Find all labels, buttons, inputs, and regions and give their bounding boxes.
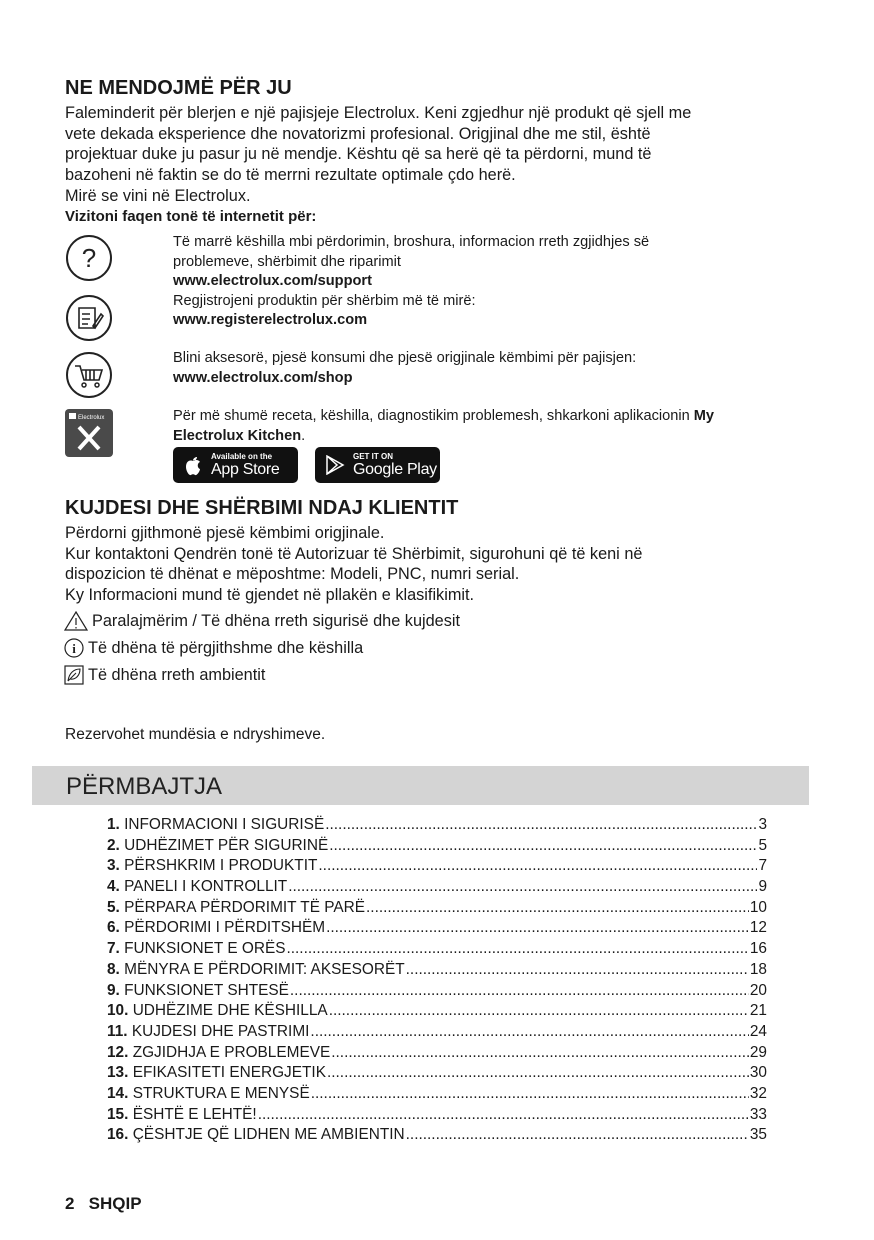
footer-language: SHQIP [88, 1194, 142, 1213]
toc-label: ÇËSHTJE QË LIDHEN ME AMBIENTIN [132, 1126, 405, 1144]
toc-leader [325, 816, 757, 834]
care-title: KUJDESI DHE SHËRBIMI NDAJ KLIENTIT [65, 497, 459, 519]
reserved-note: Rezervohet mundësia e ndryshimeve. [65, 726, 326, 743]
toc-leader [258, 1106, 749, 1124]
badge-small-text: GET IT ON [353, 452, 393, 461]
toc-item[interactable] [107, 1023, 767, 1044]
care-text [65, 523, 642, 606]
toc-label: UDHËZIME DHE KËSHILLA [132, 1002, 328, 1020]
intro-line: projektuar duke ju pasur ju në mendje. Kështu që sa herë që ta përdorni, mund të [65, 145, 652, 164]
toc-item[interactable] [107, 857, 767, 878]
info-icon [64, 638, 84, 658]
toc-item[interactable] [107, 919, 767, 940]
page-number: 2 [65, 1194, 75, 1213]
toc-item[interactable] [107, 1064, 767, 1085]
toc-page: 32 [749, 1084, 767, 1102]
care-line: Kur kontaktoni Qendrën tonë të Autorizuar të Shërbimit, sigurohuni që të keni në [65, 544, 643, 563]
toc-leader [406, 961, 749, 979]
shop-block [173, 349, 813, 388]
cart-icon [65, 351, 113, 399]
logo-text: Electrolux [78, 415, 105, 421]
apple-icon [183, 454, 203, 476]
toc-label: PËRSHKRIM I PRODUKTIT [124, 857, 318, 875]
toc-leader [318, 857, 757, 875]
toc-number: 13. [107, 1064, 129, 1082]
toc-leader [329, 1002, 749, 1020]
toc-leader [366, 899, 749, 917]
toc-page: 24 [749, 1022, 767, 1040]
intro-line: Faleminderit për blerjen e një pajisjeje Electrolux. Keni zgjedhur një produkt që sjell me [65, 104, 692, 122]
toc-number: 2. [107, 836, 120, 854]
toc-number: 6. [107, 919, 120, 937]
play-icon [325, 455, 345, 475]
toc-number: 8. [107, 960, 120, 978]
register-link[interactable]: www.registerelectrolux.com [173, 312, 368, 329]
toc-page: 21 [749, 1002, 767, 1020]
leaf-icon [64, 665, 84, 685]
shop-text: Blini aksesorë, pjesë konsumi dhe pjesë origjinale këmbimi për pajisjen: [173, 350, 637, 366]
toc-item[interactable] [107, 1002, 767, 1023]
care-line: Ky Informacioni mund të gjendet në pllakën e klasifikimit. [65, 586, 475, 605]
toc-number: 1. [107, 816, 120, 833]
toc-label: PËRDORIMI I PËRDITSHËM [124, 919, 326, 937]
toc-label: INFORMACIONI I SIGURISË [124, 816, 325, 833]
toc-item[interactable] [107, 1085, 767, 1106]
toc-leader [327, 1064, 749, 1082]
support-link[interactable]: www.electrolux.com/support [173, 273, 372, 290]
toc-leader [406, 1126, 749, 1144]
toc-label: ZGJIDHJA E PROBLEMEVE [132, 1043, 331, 1061]
app-store-badge[interactable] [173, 447, 298, 483]
toc-leader [310, 1023, 748, 1041]
toc-label: KUJDESI DHE PASTRIMI [131, 1022, 310, 1040]
toc-page: 20 [749, 981, 767, 999]
toc-label: FUNKSIONET E ORËS [124, 940, 286, 958]
toc-label: PËRPARA PËRDORIMIT TË PARË [124, 898, 366, 916]
toc-page: 16 [749, 940, 767, 958]
legend-text: Paralajmërim / Të dhëna rreth sigurisë dhe kujdesit [92, 611, 461, 630]
toc-number: 12. [107, 1043, 129, 1061]
badge-large-text: Google Play [353, 461, 437, 478]
toc-number: 4. [107, 878, 120, 896]
intro-line: vete dekada eksperience dhe novatorizmi profesional. Origjinal dhe me stil, është [65, 124, 651, 143]
toc-number: 7. [107, 940, 120, 958]
intro-title: NE MENDOJMË PËR JU [65, 77, 292, 99]
app-name: My [693, 408, 715, 424]
support-text: Të marrë këshilla mbi përdorimin, broshura, informacion rreth zgjidhjes së [173, 234, 650, 250]
badge-small-text: Available on the [211, 452, 273, 461]
toc-page: 7 [758, 857, 767, 875]
toc-leader [288, 878, 757, 896]
toc-number: 15. [107, 1105, 129, 1123]
toc-leader [286, 940, 748, 958]
support-text: problemeve, shërbimit dhe riparimit [173, 253, 401, 270]
toc-item[interactable] [107, 878, 767, 899]
toc-label: ËSHTË E LEHTË! [132, 1105, 257, 1123]
toc-page: 35 [749, 1126, 767, 1144]
app-block [173, 407, 813, 446]
toc-page: 33 [749, 1105, 767, 1123]
toc-page: 3 [758, 816, 767, 833]
svg-text:i: i [72, 641, 76, 656]
intro-line: Mirë se vini në Electrolux. [65, 186, 251, 205]
toc-number: 14. [107, 1084, 129, 1102]
toc-page: 5 [758, 836, 767, 854]
toc-label: MËNYRA E PËRDORIMIT: AKSESORËT [124, 960, 405, 978]
toc-number: 5. [107, 898, 120, 916]
warning-icon [64, 611, 88, 631]
toc-header-bar [32, 766, 809, 805]
toc-number: 10. [107, 1002, 129, 1020]
toc-page: 12 [749, 919, 767, 937]
badge-large-text: App Store [211, 461, 280, 478]
toc-item[interactable] [107, 961, 767, 982]
toc-item[interactable] [107, 940, 767, 961]
legend-text: Të dhëna rreth ambientit [88, 665, 266, 684]
toc-label: UDHËZIMET PËR SIGURINË [124, 836, 329, 854]
toc-leader [329, 837, 757, 855]
app-name: Electrolux Kitchen [173, 427, 302, 444]
toc-item[interactable] [107, 816, 767, 837]
toc-page: 30 [749, 1064, 767, 1082]
toc-item[interactable] [107, 837, 767, 858]
care-line: dispozicion të dhënat e mëposhtme: Modeli, PNC, numri serial. [65, 565, 520, 584]
toc-list [107, 816, 767, 1147]
toc-label: EFIKASITETI ENERGJETIK [132, 1064, 326, 1082]
page-footer [65, 1194, 142, 1214]
support-block [173, 233, 813, 331]
toc-leader [331, 1044, 749, 1062]
svg-text:?: ? [81, 243, 97, 273]
question-icon [65, 234, 113, 282]
toc-leader [311, 1085, 749, 1103]
care-line: Përdorni gjithmonë pjesë këmbimi origjinale. [65, 524, 385, 542]
toc-page: 18 [749, 960, 767, 978]
toc-item[interactable] [107, 1106, 767, 1127]
toc-leader [290, 982, 749, 1000]
toc-item[interactable] [107, 982, 767, 1003]
google-play-badge[interactable] [315, 447, 440, 483]
toc-item[interactable] [107, 899, 767, 920]
toc-label: FUNKSIONET SHTESË [124, 981, 289, 999]
toc-item[interactable] [107, 1044, 767, 1065]
register-icon [65, 294, 113, 342]
period: . [301, 427, 306, 444]
legend-text: Të dhëna të përgjithshme dhe këshilla [88, 638, 364, 657]
toc-number: 9. [107, 981, 120, 999]
legend-environment [64, 665, 265, 685]
legend-warning [64, 611, 460, 631]
toc-page: 29 [749, 1043, 767, 1061]
app-text: Për më shumë receta, këshilla, diagnostikim problemesh, shkarkoni aplikacionin [173, 408, 694, 424]
register-text: Regjistrojeni produktin për shërbim më të mirë: [173, 292, 476, 309]
visit-label: Vizitoni faqen tonë të internetit për: [65, 207, 317, 225]
toc-number: 3. [107, 857, 120, 875]
toc-title: PËRMBAJTJA [66, 773, 223, 800]
toc-page: 9 [758, 878, 767, 896]
toc-number: 11. [107, 1022, 128, 1040]
intro-line: bazoheni në faktin se do të merrni rezultate optimale çdo herë. [65, 166, 516, 185]
shop-link[interactable]: www.electrolux.com/shop [173, 369, 353, 386]
toc-label: STRUKTURA E MENYSË [132, 1084, 310, 1102]
toc-item[interactable] [107, 1126, 767, 1147]
electrolux-kitchen-app-icon [65, 409, 113, 457]
intro-text [65, 103, 691, 227]
toc-leader [326, 919, 749, 937]
toc-number: 16. [107, 1126, 129, 1144]
legend-info [64, 638, 363, 658]
toc-page: 10 [749, 898, 767, 916]
toc-label: PANELI I KONTROLLIT [124, 878, 288, 896]
